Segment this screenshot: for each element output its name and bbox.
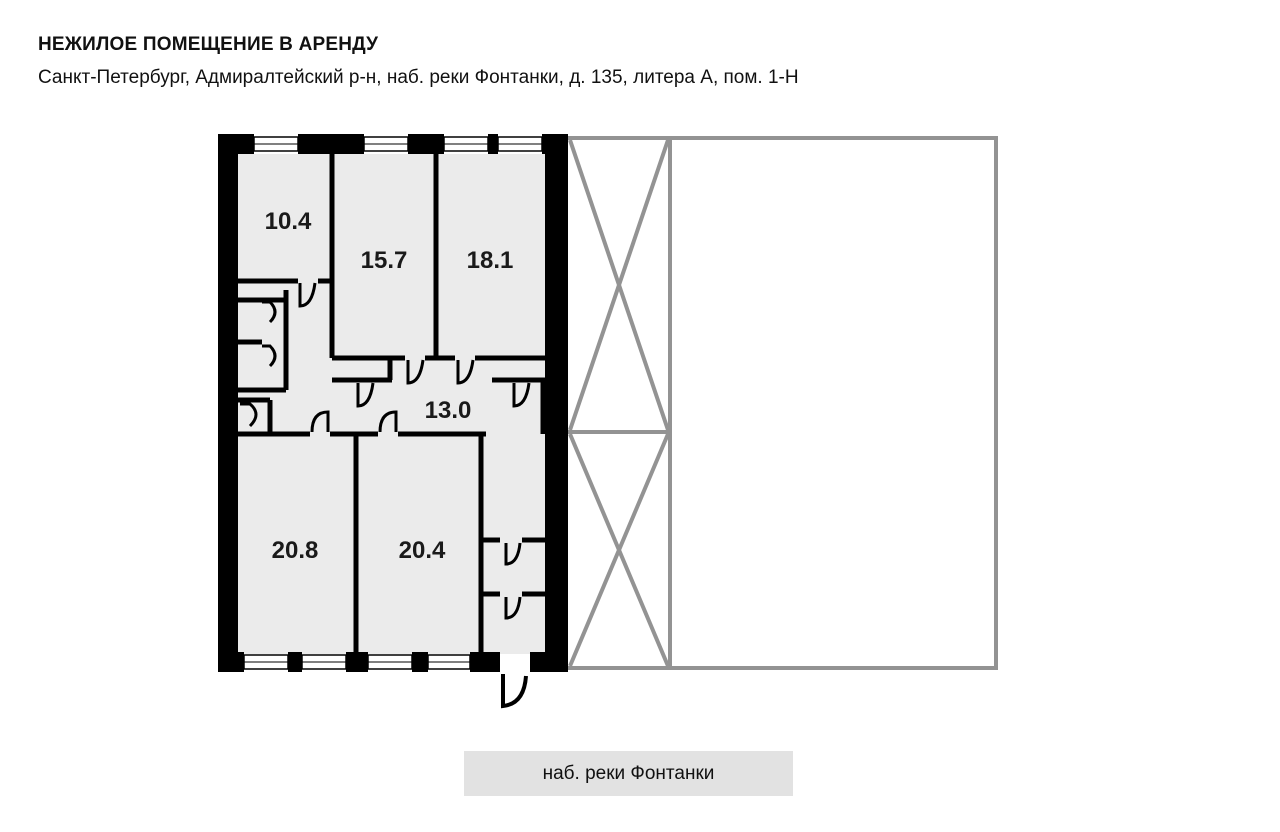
adjacent-area bbox=[566, 138, 996, 668]
room-area-label: 10.4 bbox=[264, 208, 312, 235]
room-area-label: 20.4 bbox=[398, 537, 446, 564]
room-area-label: 20.8 bbox=[271, 537, 319, 564]
street-label: наб. реки Фонтанки bbox=[464, 751, 793, 796]
room-area-label: 13.0 bbox=[424, 397, 472, 424]
room-area-label: 15.7 bbox=[360, 247, 408, 274]
room-area-label: 18.1 bbox=[466, 247, 514, 274]
page-title: НЕЖИЛОЕ ПОМЕЩЕНИЕ В АРЕНДУ bbox=[38, 34, 379, 55]
address-line: Санкт-Петербург, Адмиралтейский р-н, наб. реки Фонтанки, д. 135, литера А, пом. 1-Н bbox=[38, 67, 799, 88]
entrance-door bbox=[503, 674, 526, 706]
